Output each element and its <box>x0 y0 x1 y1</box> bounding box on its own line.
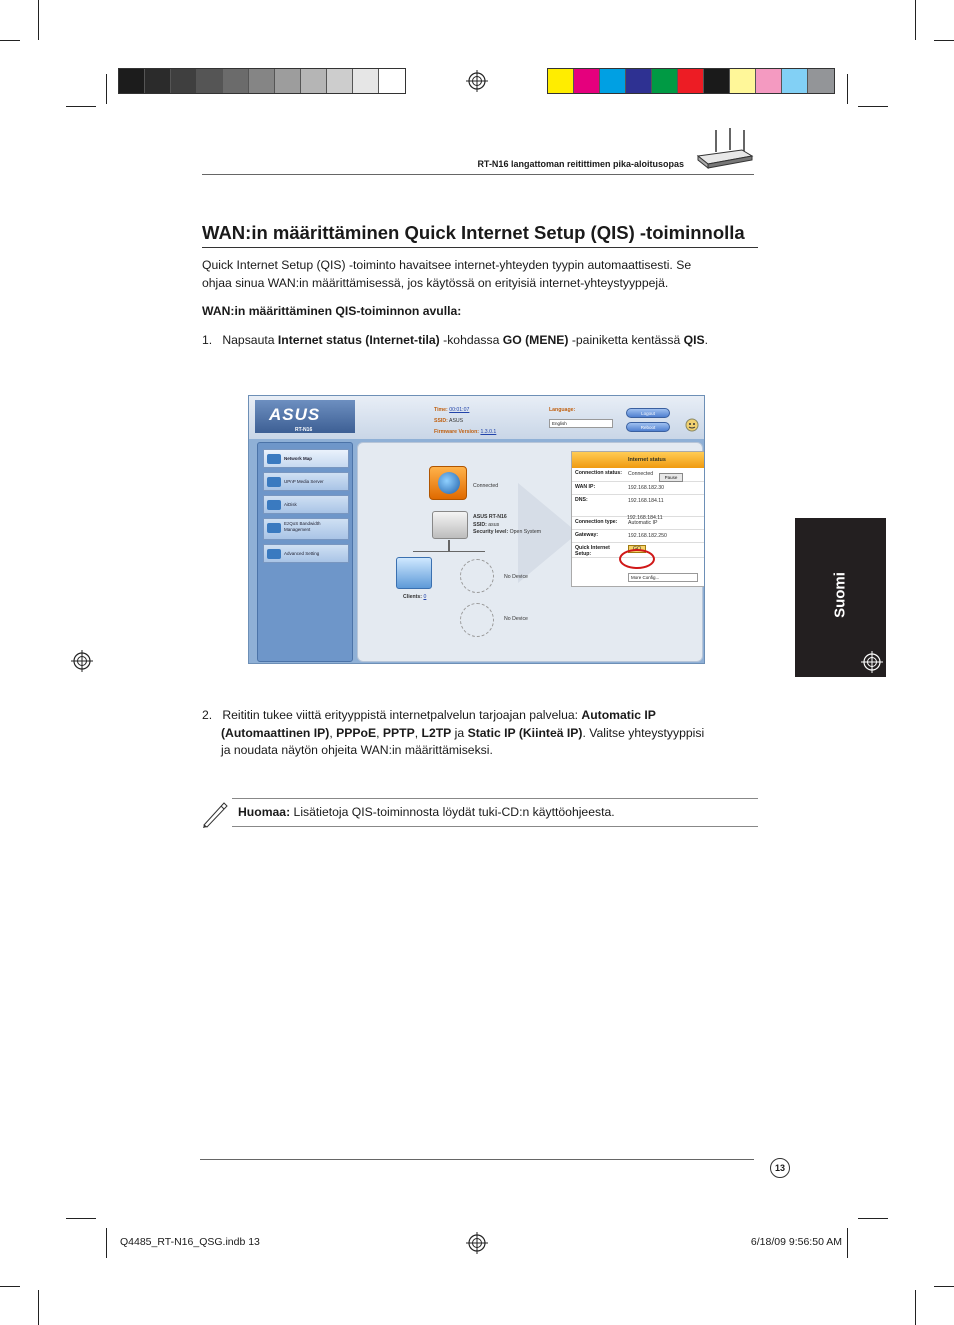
color-swatch <box>756 69 782 93</box>
header-model: RT-N16 <box>477 159 509 169</box>
step-bold: Internet status (Internet-tila) <box>277 333 440 347</box>
menu-item[interactable] <box>263 495 349 514</box>
logout-button[interactable]: Logout <box>626 408 670 418</box>
status-row <box>572 495 704 517</box>
time-label: Time: <box>434 407 448 413</box>
pause-button[interactable]: Pause <box>659 473 683 482</box>
step-text: -painiketta kentässä <box>568 333 684 347</box>
menu-item-label: Advanced Setting <box>284 551 320 556</box>
status-key: Connection type: <box>575 519 618 525</box>
crop-mark <box>934 1286 954 1287</box>
highlight-circle <box>619 549 655 569</box>
router-branch <box>413 551 485 552</box>
intro-line: ohjaa sinua WAN:in määrittämisessä, jos käytössä on erityisiä internet-yhteystyyppejä. <box>202 275 669 290</box>
menu-item-icon <box>267 477 281 487</box>
color-swatch <box>145 69 171 93</box>
step-text: , <box>376 725 383 740</box>
step-bold: GO (MENE) <box>502 333 569 347</box>
step-text: . Valitse yhteystyyppisi <box>582 725 705 740</box>
step-text: Napsauta <box>222 333 278 347</box>
step-text: ja noudata näytön ohjeita WAN:in määrittämiseksi. <box>221 743 493 757</box>
status-key: Gateway: <box>575 532 599 538</box>
slug-date: 6/18/09 9:56:50 AM <box>750 1236 842 1248</box>
fw-label: Firmware Version: <box>434 429 479 435</box>
ssid-info <box>434 418 463 424</box>
ssid-label: SSID: <box>434 418 448 424</box>
footer-rule <box>200 1159 754 1160</box>
brand-text: ASUS <box>269 405 321 424</box>
menu-item-icon <box>267 523 281 533</box>
menu-item[interactable] <box>263 544 349 563</box>
language-label: Language: <box>549 407 576 413</box>
color-swatch <box>197 69 223 93</box>
crop-mark <box>847 74 848 104</box>
note <box>238 805 615 819</box>
model-text: RT-N16 <box>295 427 313 433</box>
page-number: 13 <box>770 1158 790 1178</box>
crop-mark <box>858 1218 888 1219</box>
step-2 <box>202 707 758 760</box>
menu-item-label: AiDisk <box>284 502 297 507</box>
internet-status-title: Internet status <box>572 452 704 468</box>
color-swatch <box>119 69 145 93</box>
menu-item-label: EzQoS Bandwidth Management <box>284 521 321 532</box>
go-button[interactable]: GO <box>628 545 646 553</box>
router-info <box>473 514 541 537</box>
internet-status-text: Connected <box>473 483 499 489</box>
header-rule <box>202 174 754 175</box>
step-number: 2. <box>202 708 213 722</box>
usb-slot-2[interactable] <box>460 603 494 637</box>
status-row <box>572 530 704 543</box>
status-value: 192.168.182.250 <box>628 533 667 539</box>
crop-mark <box>38 1290 39 1325</box>
status-value: Connected <box>628 471 654 477</box>
step-text: , <box>329 725 337 740</box>
router-name: ASUS RT-N16 <box>473 514 507 520</box>
usb-2-status: No Device <box>504 616 528 622</box>
running-header <box>477 159 684 169</box>
menu-item[interactable] <box>263 449 349 468</box>
time-info <box>434 407 469 413</box>
firmware-info <box>434 429 496 435</box>
step-text: . <box>704 333 709 347</box>
router-icon <box>694 126 754 170</box>
subheading: WAN:in määrittäminen QIS-toiminnon avulla: <box>202 304 462 318</box>
menu-item-label: Network Map <box>284 456 313 461</box>
smiley-icon <box>685 418 699 432</box>
status-value: Automatic IP <box>628 520 658 526</box>
registration-mark-icon <box>71 650 93 672</box>
color-bar <box>547 68 835 94</box>
crop-mark <box>847 1228 848 1258</box>
more-config-select[interactable]: More Config... <box>628 573 698 582</box>
note-text: Lisätietoja QIS-toiminnosta löydät tuki-CD:n käyttöohjeesta. <box>290 805 615 819</box>
reboot-button[interactable]: Reboot <box>626 422 670 432</box>
note-rule-top <box>232 798 758 799</box>
step-bold: L2TP <box>421 725 452 740</box>
side-menu <box>257 442 353 662</box>
menu-item-label: UPnP Media Server <box>284 479 324 484</box>
color-swatch <box>548 69 574 93</box>
usb-slot-1[interactable] <box>460 559 494 593</box>
slug-file: Q4485_RT-N16_QSG.indb 13 <box>120 1236 260 1248</box>
color-swatch <box>353 69 379 93</box>
color-swatch <box>704 69 730 93</box>
note-label: Huomaa: <box>238 805 291 819</box>
router-ssid-label: SSID: <box>473 521 487 528</box>
menu-item-icon <box>267 500 281 510</box>
fw-value: 1.3.0.1 <box>480 429 497 435</box>
header-guide: langattoman reitittimen pika-aloitusopas <box>510 159 684 169</box>
language-tab-label: Suomi <box>831 572 849 618</box>
step-text: -kohdassa <box>439 333 503 347</box>
step-1 <box>202 332 758 350</box>
step-bold: QIS <box>683 333 705 347</box>
step-bold: Automatic IP <box>581 708 656 722</box>
usb-1-status: No Device <box>504 574 528 580</box>
internet-globe-icon[interactable] <box>429 466 467 500</box>
grayscale-bar <box>118 68 406 94</box>
page-title: WAN:in määrittäminen Quick Internet Setup (QIS) -toiminnolla <box>202 222 758 248</box>
dns-secondary: 192.168.184.11 <box>627 515 663 521</box>
status-key: WAN IP: <box>575 484 596 490</box>
security-value: Open System <box>509 529 542 535</box>
clients-icon[interactable] <box>396 557 432 589</box>
color-swatch <box>678 69 704 93</box>
color-swatch <box>379 69 405 93</box>
step-text: , <box>414 725 422 740</box>
menu-item-icon <box>267 549 281 559</box>
status-row <box>572 468 704 482</box>
crop-mark <box>858 106 888 107</box>
registration-mark-icon <box>466 1232 488 1254</box>
asus-logo <box>255 400 355 433</box>
language-select[interactable]: English <box>549 419 613 428</box>
clients-value: 0 <box>423 594 427 600</box>
color-swatch <box>327 69 353 93</box>
router-ui-screenshot <box>248 395 705 664</box>
crop-mark <box>38 0 39 40</box>
color-swatch <box>600 69 626 93</box>
pencil-icon <box>200 799 230 829</box>
clients-label: Clients: <box>403 594 423 600</box>
status-value: 192.168.182.30 <box>628 485 665 491</box>
clients-info <box>403 594 426 600</box>
color-swatch <box>171 69 197 93</box>
color-swatch <box>782 69 808 93</box>
intro-line: Quick Internet Setup (QIS) -toiminto havaitsee internet-yhteyden tyypin automaattisesti. Se <box>202 258 692 272</box>
color-swatch <box>574 69 600 93</box>
note-rule-bottom <box>232 826 758 827</box>
menu-item-icon <box>267 454 281 464</box>
color-swatch <box>626 69 652 93</box>
crop-mark <box>0 1286 20 1287</box>
color-swatch <box>808 69 834 93</box>
step-number: 1. <box>202 333 213 347</box>
language-info <box>549 407 575 413</box>
status-value: 192.168.184.11 <box>628 498 664 504</box>
router-ssid: asus <box>488 521 500 528</box>
crop-mark <box>915 0 916 40</box>
menu-item[interactable] <box>263 472 349 491</box>
step-bold: PPTP <box>382 725 415 740</box>
step-text: ja <box>451 725 468 740</box>
crop-mark <box>106 1228 107 1258</box>
time-value: 00:01:07 <box>449 407 470 413</box>
status-row <box>572 482 704 495</box>
step-text: Reititin tukee viittä erityyppistä internetpalvelun tarjoajan palvelua: <box>222 708 582 722</box>
ssid-value: ASUS <box>449 418 464 424</box>
color-swatch <box>249 69 275 93</box>
step-bold: (Automaattinen IP) <box>221 725 330 740</box>
color-swatch <box>223 69 249 93</box>
crop-mark <box>106 74 107 104</box>
registration-mark-icon <box>466 70 488 92</box>
crop-mark <box>0 40 20 41</box>
router-device-icon[interactable] <box>432 511 468 539</box>
menu-item[interactable] <box>263 518 349 540</box>
security-label: Security level: <box>473 529 509 535</box>
color-swatch <box>275 69 301 93</box>
color-swatch <box>301 69 327 93</box>
step-bold: PPPoE <box>336 725 377 740</box>
crop-mark <box>66 106 96 107</box>
step-bold: Static IP (Kiinteä IP) <box>467 725 583 740</box>
registration-mark-icon <box>861 651 883 673</box>
status-key: Connection status: <box>575 470 622 476</box>
color-swatch <box>652 69 678 93</box>
color-swatch <box>730 69 756 93</box>
status-key: DNS: <box>575 497 588 503</box>
crop-mark <box>934 40 954 41</box>
status-key: Quick Internet Setup: <box>575 545 610 557</box>
crop-mark <box>915 1290 916 1325</box>
crop-mark <box>66 1218 96 1219</box>
intro-paragraph <box>202 257 758 292</box>
